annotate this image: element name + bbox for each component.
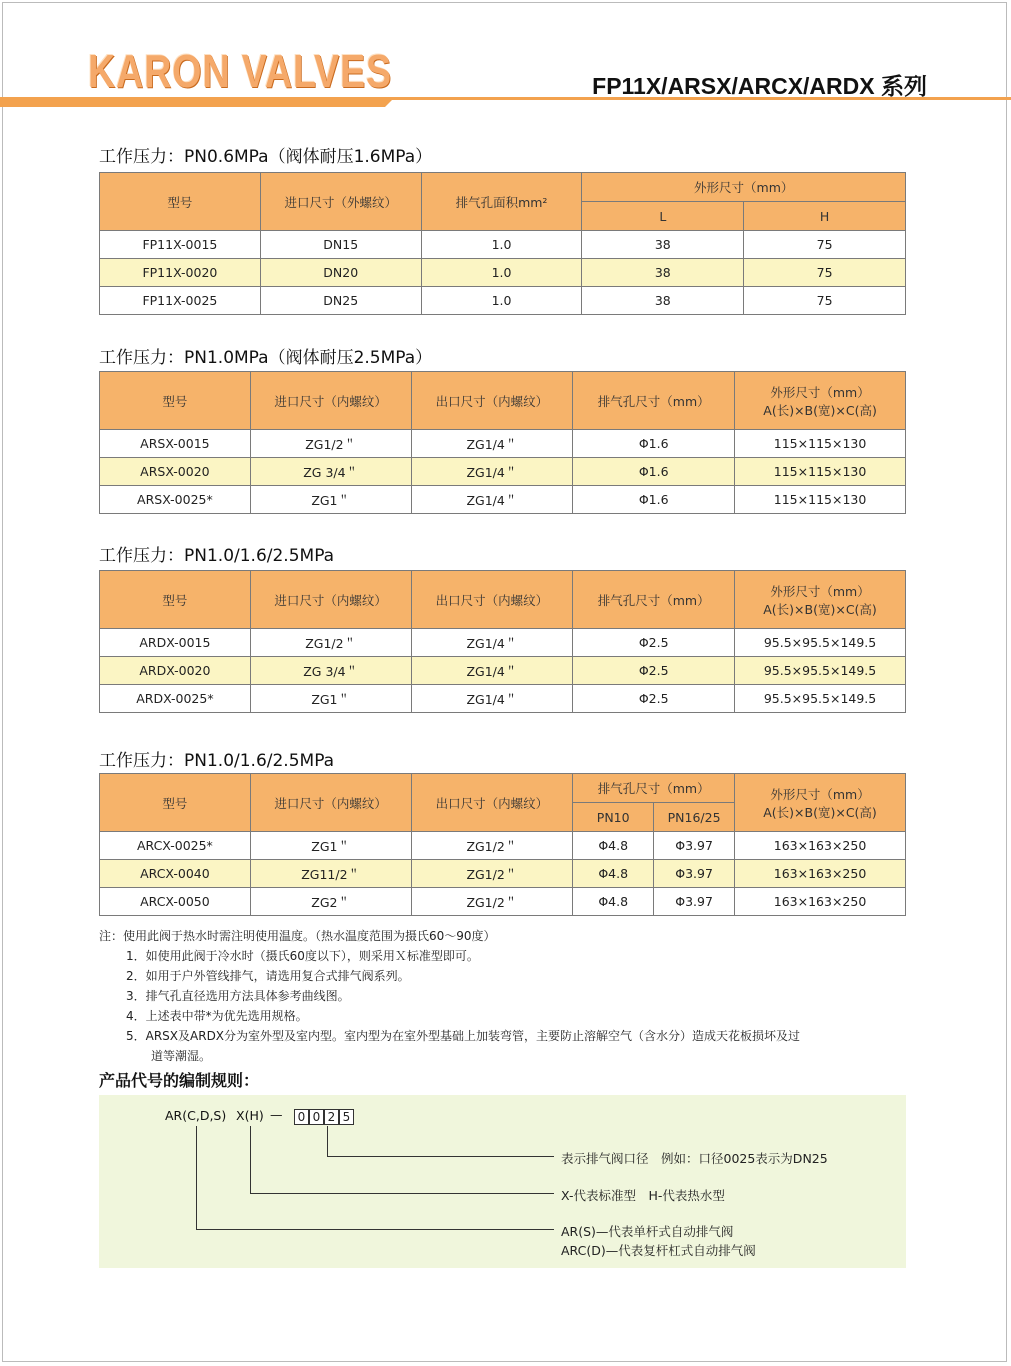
table3-header-dims-line2: A(长)×B(宽)×C(高) bbox=[763, 601, 877, 617]
explain-series-2: ARC(D)—代表复杆杠式自动排气阀 bbox=[561, 1243, 756, 1258]
table3 bbox=[99, 570, 906, 713]
table-row bbox=[100, 832, 906, 860]
explain-type: X-代表标准型 H-代表热水型 bbox=[561, 1188, 725, 1203]
table-cell: ZG1＂ bbox=[250, 685, 411, 713]
table2-title: 工作压力：PN1.0MPa（阀体耐压2.5MPa） bbox=[99, 348, 433, 368]
table-cell: 75 bbox=[744, 259, 906, 287]
table-cell: 38 bbox=[582, 259, 744, 287]
table2 bbox=[99, 371, 906, 514]
table-cell: 115×115×130 bbox=[735, 430, 906, 458]
table-cell: Φ3.97 bbox=[654, 832, 735, 860]
table2-header-inlet: 进口尺寸（内螺纹） bbox=[250, 372, 411, 430]
table-cell: 75 bbox=[744, 231, 906, 259]
table-cell: ARCX-0050 bbox=[100, 888, 251, 916]
table2-header-dims bbox=[735, 372, 906, 430]
table-row bbox=[100, 657, 906, 685]
table-row bbox=[100, 458, 906, 486]
table2-header-model: 型号 bbox=[100, 372, 251, 430]
note-item: 4．上述表中带*为优先选用规格。 bbox=[126, 1009, 308, 1023]
table-cell: FP11X-0025 bbox=[100, 287, 261, 315]
table3-header-dims bbox=[735, 571, 906, 629]
coding-rule-title: 产品代号的编制规则： bbox=[99, 1071, 260, 1090]
table4-header-vent: 排气孔尺寸（mm） bbox=[573, 774, 735, 803]
table-cell: 163×163×250 bbox=[735, 888, 906, 916]
table-cell: DN25 bbox=[260, 287, 421, 315]
table-cell: FP11X-0020 bbox=[100, 259, 261, 287]
connector-series-horizontal bbox=[196, 1229, 554, 1230]
note-item: 1．如使用此阀于冷水时（摄氏60度以下），则采用Ｘ标准型即可。 bbox=[126, 949, 479, 963]
table-cell: ARCX-0040 bbox=[100, 860, 251, 888]
table1-header-H: H bbox=[744, 202, 906, 231]
table-row bbox=[100, 287, 906, 315]
table-row bbox=[100, 259, 906, 287]
table1-header-vent-area: 排气孔面积mm² bbox=[421, 173, 582, 231]
table4-header-outlet: 出口尺寸（内螺纹） bbox=[411, 774, 573, 832]
connector-type-vertical bbox=[250, 1126, 251, 1194]
table3-header-vent: 排气孔尺寸（mm） bbox=[573, 571, 735, 629]
connector-type-horizontal bbox=[250, 1193, 554, 1194]
table-row bbox=[100, 430, 906, 458]
table3-header-model: 型号 bbox=[100, 571, 251, 629]
table1-header-inlet: 进口尺寸（外螺纹） bbox=[260, 173, 421, 231]
table-cell: Φ2.5 bbox=[573, 657, 735, 685]
table-cell: ZG 3/4＂ bbox=[250, 458, 411, 486]
table-cell: ZG1/4＂ bbox=[411, 458, 573, 486]
table-cell: 38 bbox=[582, 287, 744, 315]
table-cell: 95.5×95.5×149.5 bbox=[735, 685, 906, 713]
table-cell: Φ3.97 bbox=[654, 860, 735, 888]
table-cell: 75 bbox=[744, 287, 906, 315]
table4-header-pn10: PN10 bbox=[573, 803, 654, 832]
table-cell: ARDX-0015 bbox=[100, 629, 251, 657]
table-row bbox=[100, 231, 906, 259]
table2-header-dims-line2: A(长)×B(宽)×C(高) bbox=[763, 402, 877, 418]
table-cell: ZG1＂ bbox=[250, 486, 411, 514]
explain-series-1: AR(S)—代表单杆式自动排气阀 bbox=[561, 1224, 734, 1239]
table-cell: Φ4.8 bbox=[573, 888, 654, 916]
connector-size-horizontal bbox=[327, 1156, 554, 1157]
table-cell: ARCX-0025* bbox=[100, 832, 251, 860]
table-row bbox=[100, 888, 906, 916]
table-row bbox=[100, 486, 906, 514]
table-cell: ZG1/4＂ bbox=[411, 685, 573, 713]
table-row bbox=[100, 860, 906, 888]
connector-size-vertical bbox=[327, 1126, 328, 1157]
table4-header-inlet: 进口尺寸（内螺纹） bbox=[250, 774, 411, 832]
table2-header-dims-line1: 外形尺寸（mm） bbox=[770, 384, 870, 400]
table-cell: FP11X-0015 bbox=[100, 231, 261, 259]
table-cell: 115×115×130 bbox=[735, 486, 906, 514]
table1-header-dims: 外形尺寸（mm） bbox=[582, 173, 906, 202]
table-cell: 1.0 bbox=[421, 287, 582, 315]
table-cell: DN15 bbox=[260, 231, 421, 259]
code-type: X(H) bbox=[236, 1108, 264, 1123]
brand-logo: KARON VALVES bbox=[88, 45, 392, 97]
table-row bbox=[100, 629, 906, 657]
table-cell: ARSX-0025* bbox=[100, 486, 251, 514]
table-cell: ARDX-0020 bbox=[100, 657, 251, 685]
table3-title: 工作压力：PN1.0/1.6/2.5MPa bbox=[99, 546, 335, 566]
code-digit: 2 bbox=[324, 1109, 339, 1125]
table3-header-outlet: 出口尺寸（内螺纹） bbox=[411, 571, 573, 629]
table4-header-dims-line1: 外形尺寸（mm） bbox=[770, 786, 870, 802]
table2-header-vent: 排气孔尺寸（mm） bbox=[573, 372, 735, 430]
table-cell: DN20 bbox=[260, 259, 421, 287]
table-cell: Φ2.5 bbox=[573, 685, 735, 713]
table-cell: ZG 3/4＂ bbox=[250, 657, 411, 685]
table-cell: Φ2.5 bbox=[573, 629, 735, 657]
table-cell: Φ1.6 bbox=[573, 458, 735, 486]
code-prefix: AR(C,D,S) bbox=[165, 1108, 227, 1123]
table-cell: ZG1/4＂ bbox=[411, 657, 573, 685]
connector-series-vertical bbox=[196, 1126, 197, 1230]
code-digit: 0 bbox=[294, 1109, 309, 1125]
code-digit: 0 bbox=[309, 1109, 324, 1125]
table-cell: ZG1/4＂ bbox=[411, 430, 573, 458]
table-cell: 95.5×95.5×149.5 bbox=[735, 657, 906, 685]
code-dash: — bbox=[270, 1107, 283, 1122]
table-cell: 38 bbox=[582, 231, 744, 259]
notes bbox=[99, 926, 800, 1066]
table3-header-inlet: 进口尺寸（内螺纹） bbox=[250, 571, 411, 629]
table-cell: 95.5×95.5×149.5 bbox=[735, 629, 906, 657]
table-cell: 163×163×250 bbox=[735, 860, 906, 888]
table-cell: Φ1.6 bbox=[573, 430, 735, 458]
table-cell: 1.0 bbox=[421, 231, 582, 259]
table-cell: Φ4.8 bbox=[573, 860, 654, 888]
table-cell: Φ3.97 bbox=[654, 888, 735, 916]
code-digit: 5 bbox=[339, 1109, 354, 1125]
table1-header-model: 型号 bbox=[100, 173, 261, 231]
table-cell: ZG1/4＂ bbox=[411, 486, 573, 514]
table-cell: Φ1.6 bbox=[573, 486, 735, 514]
table3-header-dims-line1: 外形尺寸（mm） bbox=[770, 583, 870, 599]
notes-intro: 注：使用此阀于热水时需注明使用温度。（热水温度范围为摄氏60～90度） bbox=[99, 929, 496, 943]
table-cell: 1.0 bbox=[421, 259, 582, 287]
table4-header-pn1625: PN16/25 bbox=[654, 803, 735, 832]
table-cell: 115×115×130 bbox=[735, 458, 906, 486]
series-title: FP11X/ARSX/ARCX/ARDX 系列 bbox=[592, 73, 927, 99]
table-cell: ZG1/2＂ bbox=[250, 629, 411, 657]
table1-header-L: L bbox=[582, 202, 744, 231]
table4-header-dims-line2: A(长)×B(宽)×C(高) bbox=[763, 804, 877, 820]
table1 bbox=[99, 172, 906, 315]
table2-header-outlet: 出口尺寸（内螺纹） bbox=[411, 372, 573, 430]
table4-title: 工作压力：PN1.0/1.6/2.5MPa bbox=[99, 751, 335, 771]
table-cell: ZG11/2＂ bbox=[250, 860, 411, 888]
table-cell: ARSX-0020 bbox=[100, 458, 251, 486]
table-cell: ZG1/2＂ bbox=[411, 860, 573, 888]
table-cell: ZG2＂ bbox=[250, 888, 411, 916]
note-item: 3．排气孔直径选用方法具体参考曲线图。 bbox=[126, 989, 350, 1003]
note-item-continuation: 道等潮湿。 bbox=[151, 1049, 212, 1063]
table4-header-dims bbox=[735, 774, 906, 832]
note-item: 2．如用于户外管线排气，请选用复合式排气阀系列。 bbox=[126, 969, 410, 983]
table-cell: 163×163×250 bbox=[735, 832, 906, 860]
table4-header-model: 型号 bbox=[100, 774, 251, 832]
table-cell: ARDX-0025* bbox=[100, 685, 251, 713]
explain-size: 表示排气阀口径 例如：口径0025表示为DN25 bbox=[561, 1151, 828, 1166]
table-cell: Φ4.8 bbox=[573, 832, 654, 860]
table-cell: ZG1/2＂ bbox=[411, 832, 573, 860]
table-cell: ZG1/2＂ bbox=[250, 430, 411, 458]
table-cell: ZG1/2＂ bbox=[411, 888, 573, 916]
table-cell: ZG1/4＂ bbox=[411, 629, 573, 657]
note-item: 5．ARSX及ARDX分为室外型及室内型。室内型为在室外型基础上加装弯管，主要防止溶解空气（含水分）造成天花板损坏及过 bbox=[126, 1029, 801, 1043]
table-row bbox=[100, 685, 906, 713]
table1-title: 工作压力：PN0.6MPa（阀体耐压1.6MPa） bbox=[99, 147, 433, 167]
table-cell: ZG1＂ bbox=[250, 832, 411, 860]
table-cell: ARSX-0015 bbox=[100, 430, 251, 458]
table4 bbox=[99, 773, 906, 916]
